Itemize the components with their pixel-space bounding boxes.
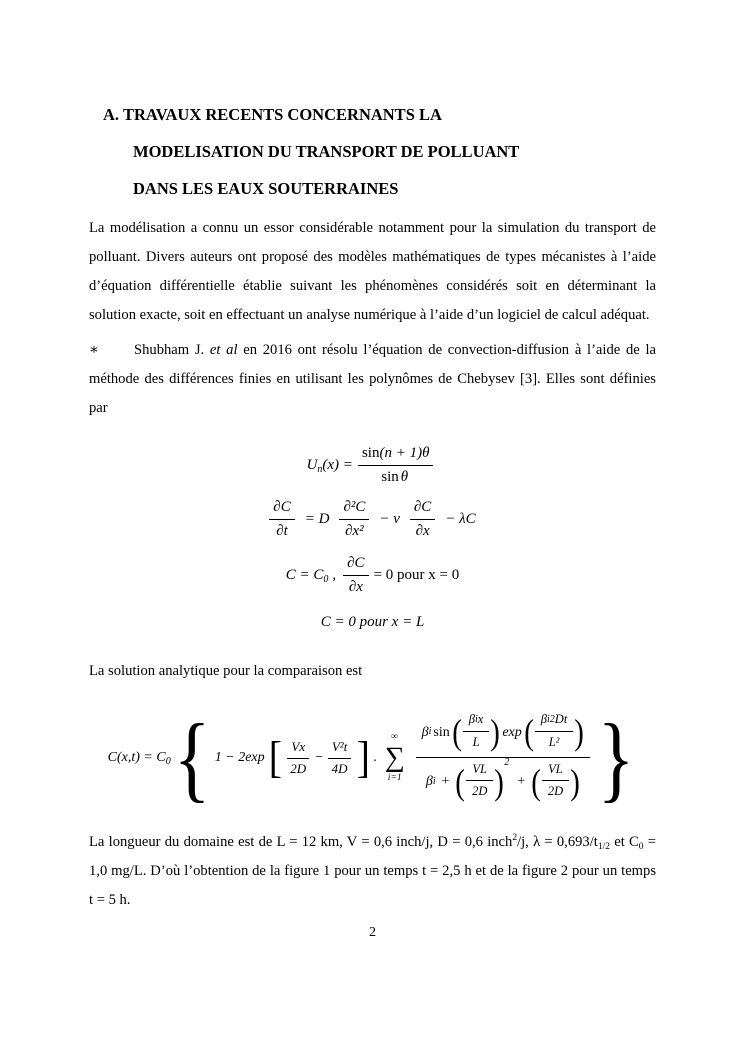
heading-line-2: MODELISATION DU TRANSPORT DE POLLUANT [133,142,520,161]
right-brace: } [597,704,635,811]
solution-intro-text: La solution analytique pour la comparaison est [89,663,363,679]
left-bracket: [ [268,733,282,782]
heading-lines [123,96,656,207]
fraction [286,739,310,777]
fraction-denominator: 2D [472,784,488,799]
summation-lower-limit: i=1 [387,773,402,783]
fraction-denominator: sin θ [381,468,409,485]
fraction [328,739,352,777]
math-term: 1 − 2exp [214,750,265,766]
fraction [542,761,569,803]
math-text: C = 0 pour x = L [320,613,425,630]
parameters-paragraph [89,828,656,915]
section-heading [89,96,656,207]
fraction-denominator: 2D [547,784,564,799]
superscript-2: 2 [512,833,518,843]
fraction-numerator: ∂C [269,498,294,520]
subscript-0: 0 [323,573,329,585]
fraction [535,711,574,753]
page-content [89,0,656,915]
fraction [343,554,368,597]
params-text-1: La longueur du domaine est de L = 12 km, V = 0,6 inch/j, D = 0,6 inch [89,834,513,850]
heading-line-1: TRAVAUX RECENTS CONCERNANTS LA [123,105,442,124]
fraction-denominator: 4D [331,760,348,776]
math-operator: − λC [445,510,476,527]
main-fraction [416,710,591,806]
fraction-denominator: ∂x [415,522,430,539]
fraction [463,711,490,753]
subscript-n: n [317,463,323,475]
summation [385,733,405,784]
subscript-0: 0 [165,756,171,768]
fraction-numerator: V²t [328,739,351,758]
fraction-denominator: L [472,734,480,749]
fraction-denominator: ∂x [348,578,363,595]
multiplication-dot: . [373,750,377,766]
asterisk-bullet: ∗ [89,342,99,358]
left-paren: ( [455,761,465,802]
right-paren: ) [494,761,505,802]
fraction [358,444,434,487]
left-paren: ( [531,761,541,802]
equation-boundary-2 [89,603,656,641]
fraction-numerator: sin (n + 1)θ [358,444,434,466]
right-paren: ) [570,761,580,802]
plus-operator: + [516,773,526,789]
equation-boundary-1 [89,547,656,603]
equation-pde [89,491,656,547]
fraction-denominator: ∂x² [345,522,364,539]
minus-operator: − [314,750,324,766]
fraction-denominator: L² [548,734,560,749]
fraction-numerator: β i x [463,711,490,732]
fraction-numerator: β i 2 Dt [535,711,574,732]
sigma-symbol: ∑ [384,742,405,773]
comma: , [332,566,337,583]
math-operator: = D [304,510,330,527]
fraction-denominator: ∂t [276,522,288,539]
fraction [410,498,435,541]
fraction-numerator: ∂C [410,498,435,520]
params-text-2: /j, λ = 0,693/t [517,834,598,850]
fraction-numerator: Vx [287,739,309,758]
params-text-3: et C [609,834,639,850]
bullet-paragraph [89,336,656,423]
fraction-numerator: ∂²C [339,498,369,520]
left-brace: { [173,704,211,811]
fraction [339,498,369,541]
math-lhs: $U_n(x)$ = [306,456,353,475]
math-rhs: = 0 pour x = 0 [373,566,460,583]
fraction-numerator: β i sin ( β i x L ) exp ( β i 2 Dt L² ) [416,710,591,757]
fraction [466,761,493,803]
heading-list-marker: A. [103,105,120,124]
heading-line-3: DANS LES EAUX SOUTERRAINES [133,179,399,198]
intro-paragraph: La modélisation a connu un essor considérable notamment pour la simulation du transport de polluant. Divers auteurs ont proposé des modèles mathématiques de types mécanistes à l’aide d’équation différentielle établie suivant les phénomènes considérés soit en déterminant la solution exacte, soit en effectuant un analyse numérique à l’aide d’un logiciel de calcul adéquat. [89,220,656,323]
fraction-numerator: VL [542,761,569,782]
fraction-numerator: ∂C [343,554,368,576]
page-number: 2 [369,925,376,940]
plus-operator: + [440,773,451,789]
bullet-text-1: Shubham J. [134,342,210,358]
math-operator: − v [379,510,400,527]
fraction-denominator: 2D [290,760,307,776]
subscript-half: 1/2 [597,842,610,852]
params-text-4: = 1,0 mg/L. D’où l’obtention de la figure 1 pour un temps t = 2,5 h et de la figure 2 pour un temps t = 5 h. [89,834,656,908]
fraction-denominator: β i + ( $\frac{VL}{2D}$ ) 2 + ( $\frac{VL}{2D}$ ) [425,756,580,802]
summation-upper-limit: ∞ [391,731,399,742]
fraction-numerator: VL [466,761,493,782]
fraction [269,498,294,541]
bullet-text-etal: et al [209,342,238,358]
equation-chebyshev [89,439,656,491]
left-paren: ( [523,712,534,753]
right-paren: ) [574,712,585,753]
math-lhs: $C(x,t) = C_0$ [107,750,171,768]
right-paren: ) [490,712,501,753]
equation-analytic-solution [89,700,656,816]
math-lhs: $C = C_0$ [285,566,329,585]
left-paren: ( [451,712,462,753]
subscript-0: 0 [638,842,644,852]
right-bracket: ] [356,733,370,782]
bullet-text-2: en 2016 ont résolu l’équation de convection-diffusion à l’aide de la méthode des différences finies en utilisant les polynômes de Chebysev [3]. Elles sont définies par [89,342,656,416]
